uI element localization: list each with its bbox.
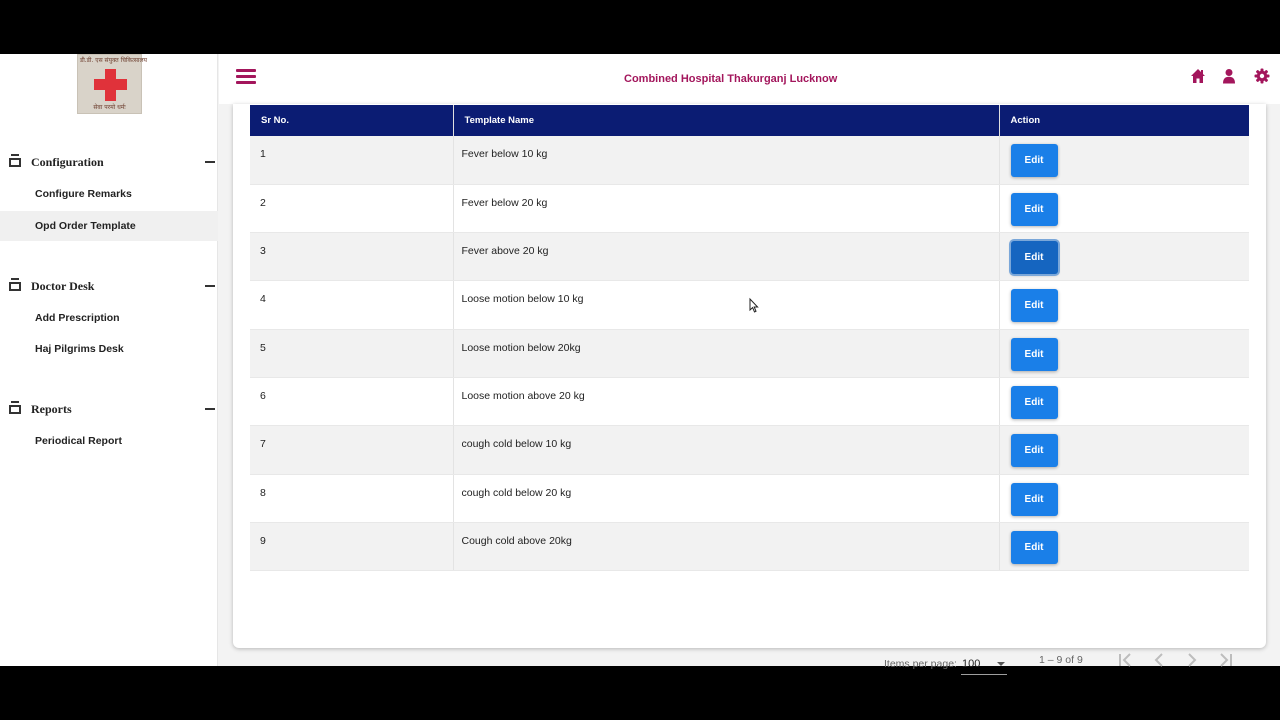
cell-sr-no: 9 <box>250 522 453 570</box>
template-table <box>250 105 1249 571</box>
cell-action <box>999 233 1249 281</box>
cell-sr-no: 5 <box>250 329 453 377</box>
section-icon <box>9 401 21 414</box>
cell-action <box>999 474 1249 522</box>
cell-template-name: Cough cold above 20kg <box>453 522 999 570</box>
sidebar-section-label: Doctor Desk <box>31 279 95 293</box>
collapse-icon[interactable] <box>205 408 215 410</box>
sidebar-item-haj-pilgrims-desk[interactable] <box>0 334 218 364</box>
cell-sr-no: 2 <box>250 184 453 232</box>
previous-page-icon[interactable] <box>1147 648 1171 672</box>
page-size-select[interactable] <box>961 653 1007 675</box>
app-window <box>0 54 1280 670</box>
sidebar-item-label: Opd Order Template <box>35 220 136 232</box>
edit-button[interactable]: Edit <box>1011 193 1058 226</box>
edit-button[interactable]: Edit <box>1011 483 1058 516</box>
template-list-card <box>233 104 1266 670</box>
sidebar-section-label: Configuration <box>31 155 104 169</box>
cell-action <box>999 522 1249 570</box>
home-icon[interactable] <box>1190 68 1206 84</box>
cell-template-name: Fever below 20 kg <box>453 184 999 232</box>
chevron-down-icon <box>997 662 1005 666</box>
cell-template-name: Loose motion above 20 kg <box>453 377 999 425</box>
cell-template-name: cough cold below 10 kg <box>453 426 999 474</box>
page-range-label: 1 – 9 of 9 <box>1039 654 1083 666</box>
edit-button[interactable]: Edit <box>1011 144 1058 177</box>
top-bar <box>219 54 1280 104</box>
cell-sr-no: 3 <box>250 233 453 281</box>
hamburger-icon[interactable] <box>236 69 256 85</box>
cell-action <box>999 426 1249 474</box>
cell-sr-no: 1 <box>250 136 453 184</box>
sidebar-section-label: Reports <box>31 402 72 416</box>
page-title: Combined Hospital Thakurganj Lucknow <box>624 73 838 85</box>
sidebar-section-configuration[interactable] <box>0 150 218 174</box>
page-size-value: 100 <box>962 658 981 670</box>
cell-action <box>999 184 1249 232</box>
sidebar-item-label: Haj Pilgrims Desk <box>35 343 124 355</box>
sidebar-section-reports[interactable] <box>0 397 218 421</box>
table-header-row <box>250 105 1249 136</box>
column-header-template-name: Template Name <box>453 105 999 136</box>
last-page-icon[interactable] <box>1214 648 1238 672</box>
cell-sr-no: 8 <box>250 474 453 522</box>
edit-button[interactable]: Edit <box>1011 338 1058 371</box>
mouse-cursor-icon <box>749 298 759 313</box>
cell-action <box>999 377 1249 425</box>
cell-template-name: Fever above 20 kg <box>453 233 999 281</box>
edit-button[interactable]: Edit <box>1011 386 1058 419</box>
sidebar <box>0 54 218 666</box>
sidebar-item-periodical-report[interactable] <box>0 426 218 456</box>
first-page-icon[interactable] <box>1113 648 1137 672</box>
hospital-logo <box>77 54 148 114</box>
edit-button[interactable]: Edit <box>1011 434 1058 467</box>
edit-button[interactable]: Edit <box>1011 531 1058 564</box>
table-row <box>250 426 1249 474</box>
cell-template-name: cough cold below 20 kg <box>453 474 999 522</box>
table-row <box>250 474 1249 522</box>
cell-sr-no: 4 <box>250 281 453 329</box>
collapse-icon[interactable] <box>205 161 215 163</box>
cell-sr-no: 6 <box>250 377 453 425</box>
items-per-page-label: Items per page: <box>884 658 957 670</box>
table-row <box>250 329 1249 377</box>
sidebar-item-opd-order-template[interactable] <box>0 211 218 241</box>
sidebar-item-add-prescription[interactable] <box>0 303 218 333</box>
cell-template-name: Loose motion below 10 kg <box>453 281 999 329</box>
logo-top-text: डी.डी. एस संयुक्त चिकित्सालय <box>80 57 148 64</box>
sidebar-item-configure-remarks[interactable] <box>0 179 218 209</box>
table-row <box>250 233 1249 281</box>
section-icon <box>9 154 21 167</box>
cell-template-name: Fever below 10 kg <box>453 136 999 184</box>
edit-button[interactable]: Edit <box>1011 241 1058 274</box>
table-row <box>250 522 1249 570</box>
table-row <box>250 377 1249 425</box>
sidebar-item-label: Add Prescription <box>35 312 120 324</box>
section-icon <box>9 278 21 291</box>
edit-button[interactable]: Edit <box>1011 289 1058 322</box>
next-page-icon[interactable] <box>1180 648 1204 672</box>
column-header-action: Action <box>999 105 1249 136</box>
cell-action <box>999 136 1249 184</box>
table-row <box>250 184 1249 232</box>
column-header-sr-no: Sr No. <box>250 105 453 136</box>
cell-action <box>999 281 1249 329</box>
sidebar-section-doctor-desk[interactable] <box>0 274 218 298</box>
sidebar-item-label: Periodical Report <box>35 435 122 447</box>
logo-bottom-text: सेवा परमो धर्मः <box>93 104 126 111</box>
sidebar-item-label: Configure Remarks <box>35 188 132 200</box>
cell-template-name: Loose motion below 20kg <box>453 329 999 377</box>
collapse-icon[interactable] <box>205 285 215 287</box>
gear-icon[interactable] <box>1254 68 1270 84</box>
table-row <box>250 136 1249 184</box>
cell-action <box>999 329 1249 377</box>
user-icon[interactable] <box>1221 68 1237 84</box>
cell-sr-no: 7 <box>250 426 453 474</box>
